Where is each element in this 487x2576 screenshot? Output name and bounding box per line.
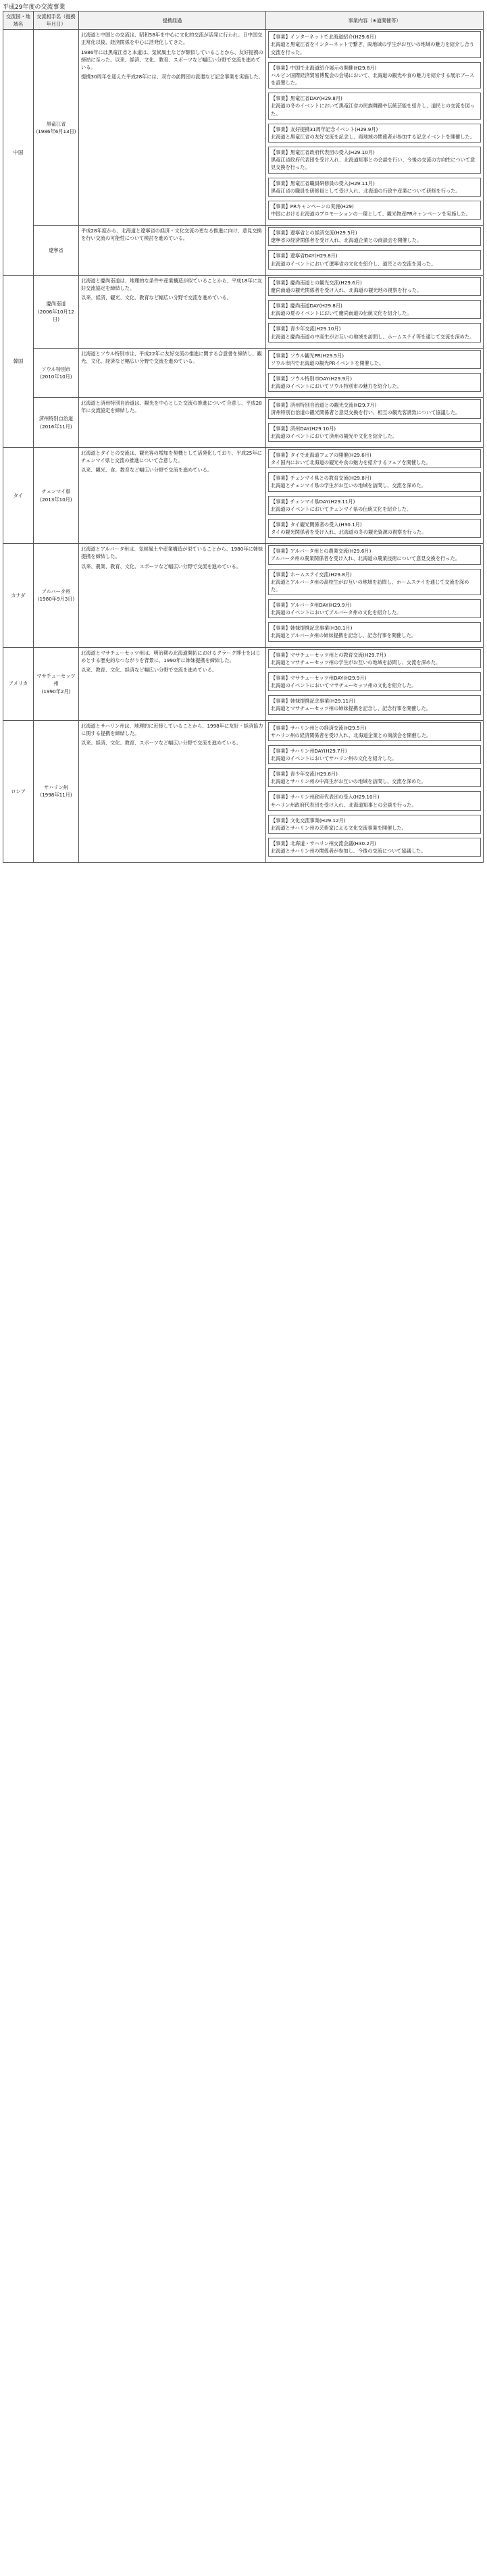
event-box: [268, 399, 481, 418]
event-box: [268, 838, 481, 857]
background-paragraph: 以来、経済、観光、文化、教育など幅広い分野で交流を進めている。: [81, 295, 232, 301]
event-body: 北海道と黒竜江省の友好交流を記念し、両地域の関係者が参加する記念イベントを開催した。: [271, 133, 475, 140]
event-box: [268, 649, 481, 668]
event-title: 【事業】サハリン州DAY(H29.7月): [271, 747, 347, 754]
partner-date: (2013年10月): [40, 496, 72, 503]
background-cell: [79, 30, 266, 226]
event-title: 【事業】マサチューセッツ州との教育交流(H29.7月): [271, 651, 386, 658]
event-title: 【事業】黒竜江省政府代表団の受入(H29.10月): [271, 149, 375, 156]
event-title: 【事業】黒竜江省DAY(H29.8月): [271, 95, 342, 102]
event-body: 北海道とアルバータ州の高校生がお互いの地域を訪問し、ホームステイを通じて交流を深めた。: [271, 578, 469, 592]
partner-cell: [34, 544, 79, 647]
event-box: [268, 350, 481, 369]
event-body: 北海道の冬のイベントにおいて黒竜江省の民族舞踊や伝統芸能を紹介し、道民との交流を図った。: [271, 103, 475, 117]
event-box: [268, 93, 481, 119]
event-box: [268, 695, 481, 714]
event-body: 慶尚南道の観光関係者を受け入れ、北海道の観光地の視察を行った。: [271, 286, 422, 293]
background-paragraph: 北海道とソウル特別市は、平成22年に友好交流の推進に関する合意書を締結し、観光、文化、経済など幅広い分野で交流を進めている。: [81, 350, 262, 364]
partner-date: (1998年11月): [40, 792, 72, 799]
table-header-row: [3, 11, 484, 30]
event-box: [268, 201, 481, 220]
partner-name: アルバータ州: [41, 588, 71, 595]
event-box: [268, 277, 481, 296]
background-paragraph: 北海道とサハリン州は、地理的に近接していることから、1998年に友好・経済協力に関する提携を締結した。: [81, 722, 263, 736]
event-title: 【事業】青少年交流(H29.10月): [271, 326, 341, 332]
background-cell: [79, 647, 266, 720]
partner-date: (1986年6月13日): [36, 128, 76, 134]
partner-cell: [34, 30, 79, 226]
event-title: 【事業】インターネットで北海道紹介(H29.6月): [271, 34, 376, 41]
event-body: 北海道のイベントにおいて済州の観光や文化を紹介した。: [271, 432, 397, 439]
event-title: 【事業】慶尚南道DAY(H29.8月): [271, 303, 342, 309]
document-title: 平成29年度の交流事業: [3, 4, 66, 11]
partner-date: (2006年10月12日): [38, 308, 74, 322]
partner-name: サハリン州: [44, 784, 68, 791]
partner-cell: [34, 647, 79, 720]
event-box: [268, 791, 481, 810]
event-body: ソウル市内で北海道の観光PRイベントを開催した。: [271, 359, 384, 366]
events-cell: [266, 226, 484, 276]
event-box: [268, 124, 481, 143]
header-country: 交流国・地域名: [3, 11, 34, 30]
event-title: 【事業】遼寧省との経済交流(H29.5月): [271, 230, 357, 236]
event-title: 【事業】姉妹提携記念事業(H29.11月): [271, 698, 356, 705]
background-cell: [79, 398, 266, 448]
background-paragraph: 1986年には黒竜江省と本道は、気候風土などが類似していることから、友好提携の締結に至った。以来、経済、文化、教育、スポーツなど幅広い分野で交流を進めている。: [81, 49, 263, 70]
event-body: 中国における北海道のプロモーションの一環として、観光物産PRキャンペーンを実施した。: [271, 210, 471, 217]
event-title: 【事業】タイ観光関係者の受入(H30.1月): [271, 521, 362, 528]
partner-date: (2016年11月): [40, 423, 72, 430]
event-body: ハルビン国際経済貿易博覧会の会場において、北海道の観光や食の魅力を紹介する展示ブースを設置した。: [271, 72, 475, 86]
event-body: 黒竜江省政府代表団を受け入れ、北海道知事との会談を行い、今後の交流の方向性について意見交換を行った。: [271, 157, 476, 171]
event-body: サハリン州政府代表団を受け入れ、北海道知事との会談を行った。: [271, 801, 417, 808]
event-title: 【事業】チェンマイ県との教育交流(H29.8月): [271, 475, 371, 482]
partner-name: 遼寧省: [49, 247, 63, 253]
background-cell: [79, 275, 266, 348]
event-title: 【事業】チェンマイ県DAY(H29.11月): [271, 498, 355, 505]
event-body: 北海道のイベントにおいてサハリン州の文化を紹介した。: [271, 755, 397, 761]
partner-cell: [34, 720, 79, 863]
country-cell: ロシア: [3, 720, 34, 863]
country-cell: カナダ: [3, 544, 34, 647]
event-box: [268, 373, 481, 392]
event-body: 北海道とマサチューセッツ州の学生がお互いの地域を訪問し、交流を深めた。: [271, 659, 441, 665]
event-title: 【事業】遼寧省DAY(H29.8月): [271, 253, 338, 259]
header-partner: 交流相手名（提携年月日）: [34, 11, 79, 30]
background-paragraph: 北海道と慶尚南道は、地理的な条件や産業構造が似ていることから、平成18年に友好交流協定を締結した。: [81, 277, 262, 291]
table-row: [3, 348, 484, 398]
event-body: 北海道と黒竜江省をインターネットで繋ぎ、両地域の学生がお互いの地域の魅力を紹介し合う交流を行った。: [271, 41, 474, 55]
event-title: 【事業】北海道・サハリン州交流会議(H30.2月): [271, 840, 376, 847]
event-title: 【事業】PRキャンペーンの実施(H29): [271, 203, 354, 209]
background-cell: [79, 348, 266, 398]
background-cell: [79, 544, 266, 647]
header-background: 提携経過: [79, 11, 266, 30]
exchange-table: [3, 11, 484, 863]
country-cell: 韓国: [3, 275, 34, 447]
event-body: サハリン州の経済関係者を受け入れ、北海道企業との商談会を開催した。: [271, 732, 432, 738]
event-body: 北海道のイベントにおいて遼寧省の文化を紹介し、道民との交流を図った。: [271, 260, 436, 267]
background-paragraph: 以来、教育、文化、経済など幅広い分野で交流を進めている。: [81, 666, 217, 673]
events-cell: [266, 30, 484, 226]
event-box: [268, 519, 481, 538]
event-title: 【事業】アルバータ州DAY(H29.9月): [271, 601, 352, 608]
background-paragraph: 北海道とマサチューセッツ州は、明治期の北海道開拓におけるクラーク博士をはじめとする歴史的なつながりを背景に、1990年に姉妹提携を締結した。: [81, 649, 261, 663]
partner-date: (2010年10月): [40, 374, 72, 380]
table-body: [3, 30, 484, 863]
event-body: 北海道のイベントにおいてチェンマイ県の伝統文化を紹介した。: [271, 505, 412, 512]
event-body: 北海道とサハリン州の関係者が参加し、今後の交流について協議した。: [271, 848, 426, 855]
event-body: 北海道とアルバータ州の姉妹提携を記念し、記念行事を開催した。: [271, 632, 416, 639]
events-cell: [266, 544, 484, 647]
partner-name: マサチューセッツ州: [36, 673, 76, 687]
event-body: 北海道とサハリン州の芸術家による文化交流事業を開催した。: [271, 824, 407, 831]
event-box: [268, 472, 481, 491]
background-paragraph: 提携30周年を迎えた平成28年には、双方の訪問団の派遣など記念事業を実施した。: [81, 74, 263, 80]
event-body: タイ国内において北海道の観光や食の魅力を紹介するフェアを開催した。: [271, 459, 431, 466]
table-row: [3, 720, 484, 863]
background-paragraph: 以来、経済、文化、教育、スポーツなど幅広い分野で交流を進めている。: [81, 739, 241, 746]
event-title: 【事業】ホームステイ交流(H29.8月): [271, 571, 352, 578]
background-paragraph: 平成28年度から、北海道と遼寧省の経済・文化交流の更なる推進に向け、意見交換を行い交流の可能性について検討を進めている。: [81, 228, 262, 242]
events-cell: [266, 720, 484, 863]
event-title: 【事業】慶尚南道との観光交流(H29.6月): [271, 279, 362, 286]
event-box: [268, 722, 481, 741]
event-box: [268, 178, 481, 197]
background-cell: [79, 720, 266, 863]
event-title: 【事業】姉妹提携記念事業(H30.1月): [271, 625, 353, 632]
partner-date: (1980年9月3日): [37, 596, 75, 603]
event-box: [268, 599, 481, 618]
table-row: [3, 30, 484, 226]
partner-name: 黒竜江省: [46, 120, 66, 127]
event-title: 【事業】文化交流事業(H29.12月): [271, 817, 346, 824]
event-title: 【事業】サハリン州との経済交流(H29.5月): [271, 724, 367, 731]
event-box: [268, 147, 481, 173]
event-body: 北海道と慶尚南道の中高生がお互いの地域を訪問し、ホームステイ等を通じて交流を深めた。: [271, 333, 475, 340]
event-box: [268, 815, 481, 834]
table-row: [3, 647, 484, 720]
event-body: 遼寧省の経済関係者を受け入れ、北海道企業との商談会を開催した。: [271, 237, 422, 244]
events-cell: [266, 275, 484, 348]
event-body: タイの観光関係者を受け入れ、北海道の冬の観光資源の視察を行った。: [271, 529, 427, 536]
background-cell: [79, 447, 266, 543]
table-row: [3, 275, 484, 348]
country-cell: アメリカ: [3, 647, 34, 720]
event-title: 【事業】黒竜江省職員研修員の受入(H29.11月): [271, 180, 375, 186]
event-body: 北海道とサハリン州の中高生がお互いの地域を訪問し、交流を深めた。: [271, 778, 426, 785]
event-title: 【事業】ソウル特別市DAY(H29.9月): [271, 376, 353, 382]
event-box: [268, 227, 481, 246]
event-body: 北海道のイベントにおいてマサチューセッツ州の文化を紹介した。: [271, 682, 417, 689]
event-body: 北海道の夏のイベントにおいて慶尚南道の伝統文化を紹介した。: [271, 310, 412, 317]
partner-name: 済州特別自治道: [39, 415, 74, 422]
event-title: 【事業】サハリン州政府代表団の受入(H29.10月): [271, 794, 380, 801]
event-body: 黒竜江省の職員を研修員として受け入れ、北海道の行政や産業について研修を行った。: [271, 187, 461, 194]
table-row: [3, 226, 484, 276]
event-box: [268, 423, 481, 442]
event-title: 【事業】マサチューセッツ州DAY(H29.9月): [271, 674, 367, 681]
background-paragraph: 北海道と済州特別自治道は、観光を中心とした交流の推進について合意し、平成28年に交流協定を締結した。: [81, 400, 262, 414]
background-paragraph: 北海道とタイとの交流は、観光客の増加を契機として活発化しており、平成25年にチェンマイ県と交流の推進について合意した。: [81, 449, 262, 464]
event-title: 【事業】ソウル観光PR(H29.5月): [271, 352, 344, 359]
events-cell: [266, 447, 484, 543]
event-title: 【事業】済州DAY(H29.10月): [271, 425, 336, 432]
partner-cell: [34, 348, 79, 398]
event-body: 北海道とマサチューセッツ州の姉妹提携を記念し、記念行事を開催した。: [271, 705, 431, 712]
partner-cell: [34, 398, 79, 448]
event-title: 【事業】青少年交流(H29.8月): [271, 771, 338, 778]
country-cell: 中国: [3, 30, 34, 275]
event-box: [268, 545, 481, 564]
event-box: [268, 745, 481, 764]
header-events: 事業内容（※道開催等）: [266, 11, 484, 30]
event-title: 【事業】中国で北海道紹介展示の開催(H29.8月): [271, 64, 377, 71]
event-body: 北海道とチェンマイ県の学生がお互いの地域を訪問し、交流を深めた。: [271, 482, 426, 489]
event-body: 北海道のイベントにおいてアルバータ州の文化を紹介した。: [271, 609, 402, 616]
event-box: [268, 300, 481, 319]
events-cell: [266, 398, 484, 448]
background-paragraph: 以来、農業、教育、文化、スポーツなど幅広い分野で交流を進めている。: [81, 563, 241, 570]
event-title: 【事業】アルバータ州との農業交流(H29.6月): [271, 548, 371, 555]
event-box: [268, 323, 481, 342]
partner-cell: [34, 226, 79, 276]
partner-cell: [34, 275, 79, 348]
event-box: [268, 449, 481, 468]
events-cell: [266, 348, 484, 398]
background-paragraph: 以来、観光、食、教育など幅広い分野で交流を進めている。: [81, 467, 213, 474]
event-box: [268, 672, 481, 691]
partner-name: 慶尚南道: [46, 301, 66, 307]
event-title: 【事業】済州特別自治道との観光交流(H29.7月): [271, 402, 377, 409]
events-cell: [266, 647, 484, 720]
partner-name: チェンマイ県: [41, 488, 71, 495]
partner-cell: [34, 447, 79, 543]
event-box: [268, 496, 481, 515]
partner-name: ソウル特別市: [41, 365, 71, 372]
event-body: 北海道のイベントにおいてソウル特別市の魅力を紹介した。: [271, 383, 402, 390]
background-cell: [79, 226, 266, 276]
background-paragraph: 北海道とアルバータ州は、気候風土や産業構造が似ていることから、1980年に姉妹提携を締結した。: [81, 546, 263, 560]
table-row: [3, 447, 484, 543]
partner-date: (1990年2月): [41, 688, 71, 694]
event-title: 【事業】タイで北海道フェアの開催(H29.6月): [271, 451, 371, 458]
event-box: [268, 622, 481, 641]
event-body: 済州特別自治道の観光関係者と意見交換を行い、相互の観光客誘致について協議した。: [271, 409, 461, 416]
event-box: [268, 768, 481, 787]
event-box: [268, 31, 481, 57]
event-box: [268, 250, 481, 269]
event-box: [268, 62, 481, 89]
table-row: [3, 398, 484, 448]
table-row: [3, 544, 484, 647]
event-box: [268, 569, 481, 595]
event-body: アルバータ州の農業関係者を受け入れ、北海道の農業技術について意見交換を行った。: [271, 555, 460, 562]
country-cell: タイ: [3, 447, 34, 543]
event-title: 【事業】友好提携31周年記念イベント(H29.9月): [271, 126, 378, 132]
background-paragraph: 北海道と中国との交流は、昭和58年を中心に文化的交流が活発に行われ、日中国交正常化以後、経済関係を中心に活発化してきた。: [81, 32, 263, 46]
